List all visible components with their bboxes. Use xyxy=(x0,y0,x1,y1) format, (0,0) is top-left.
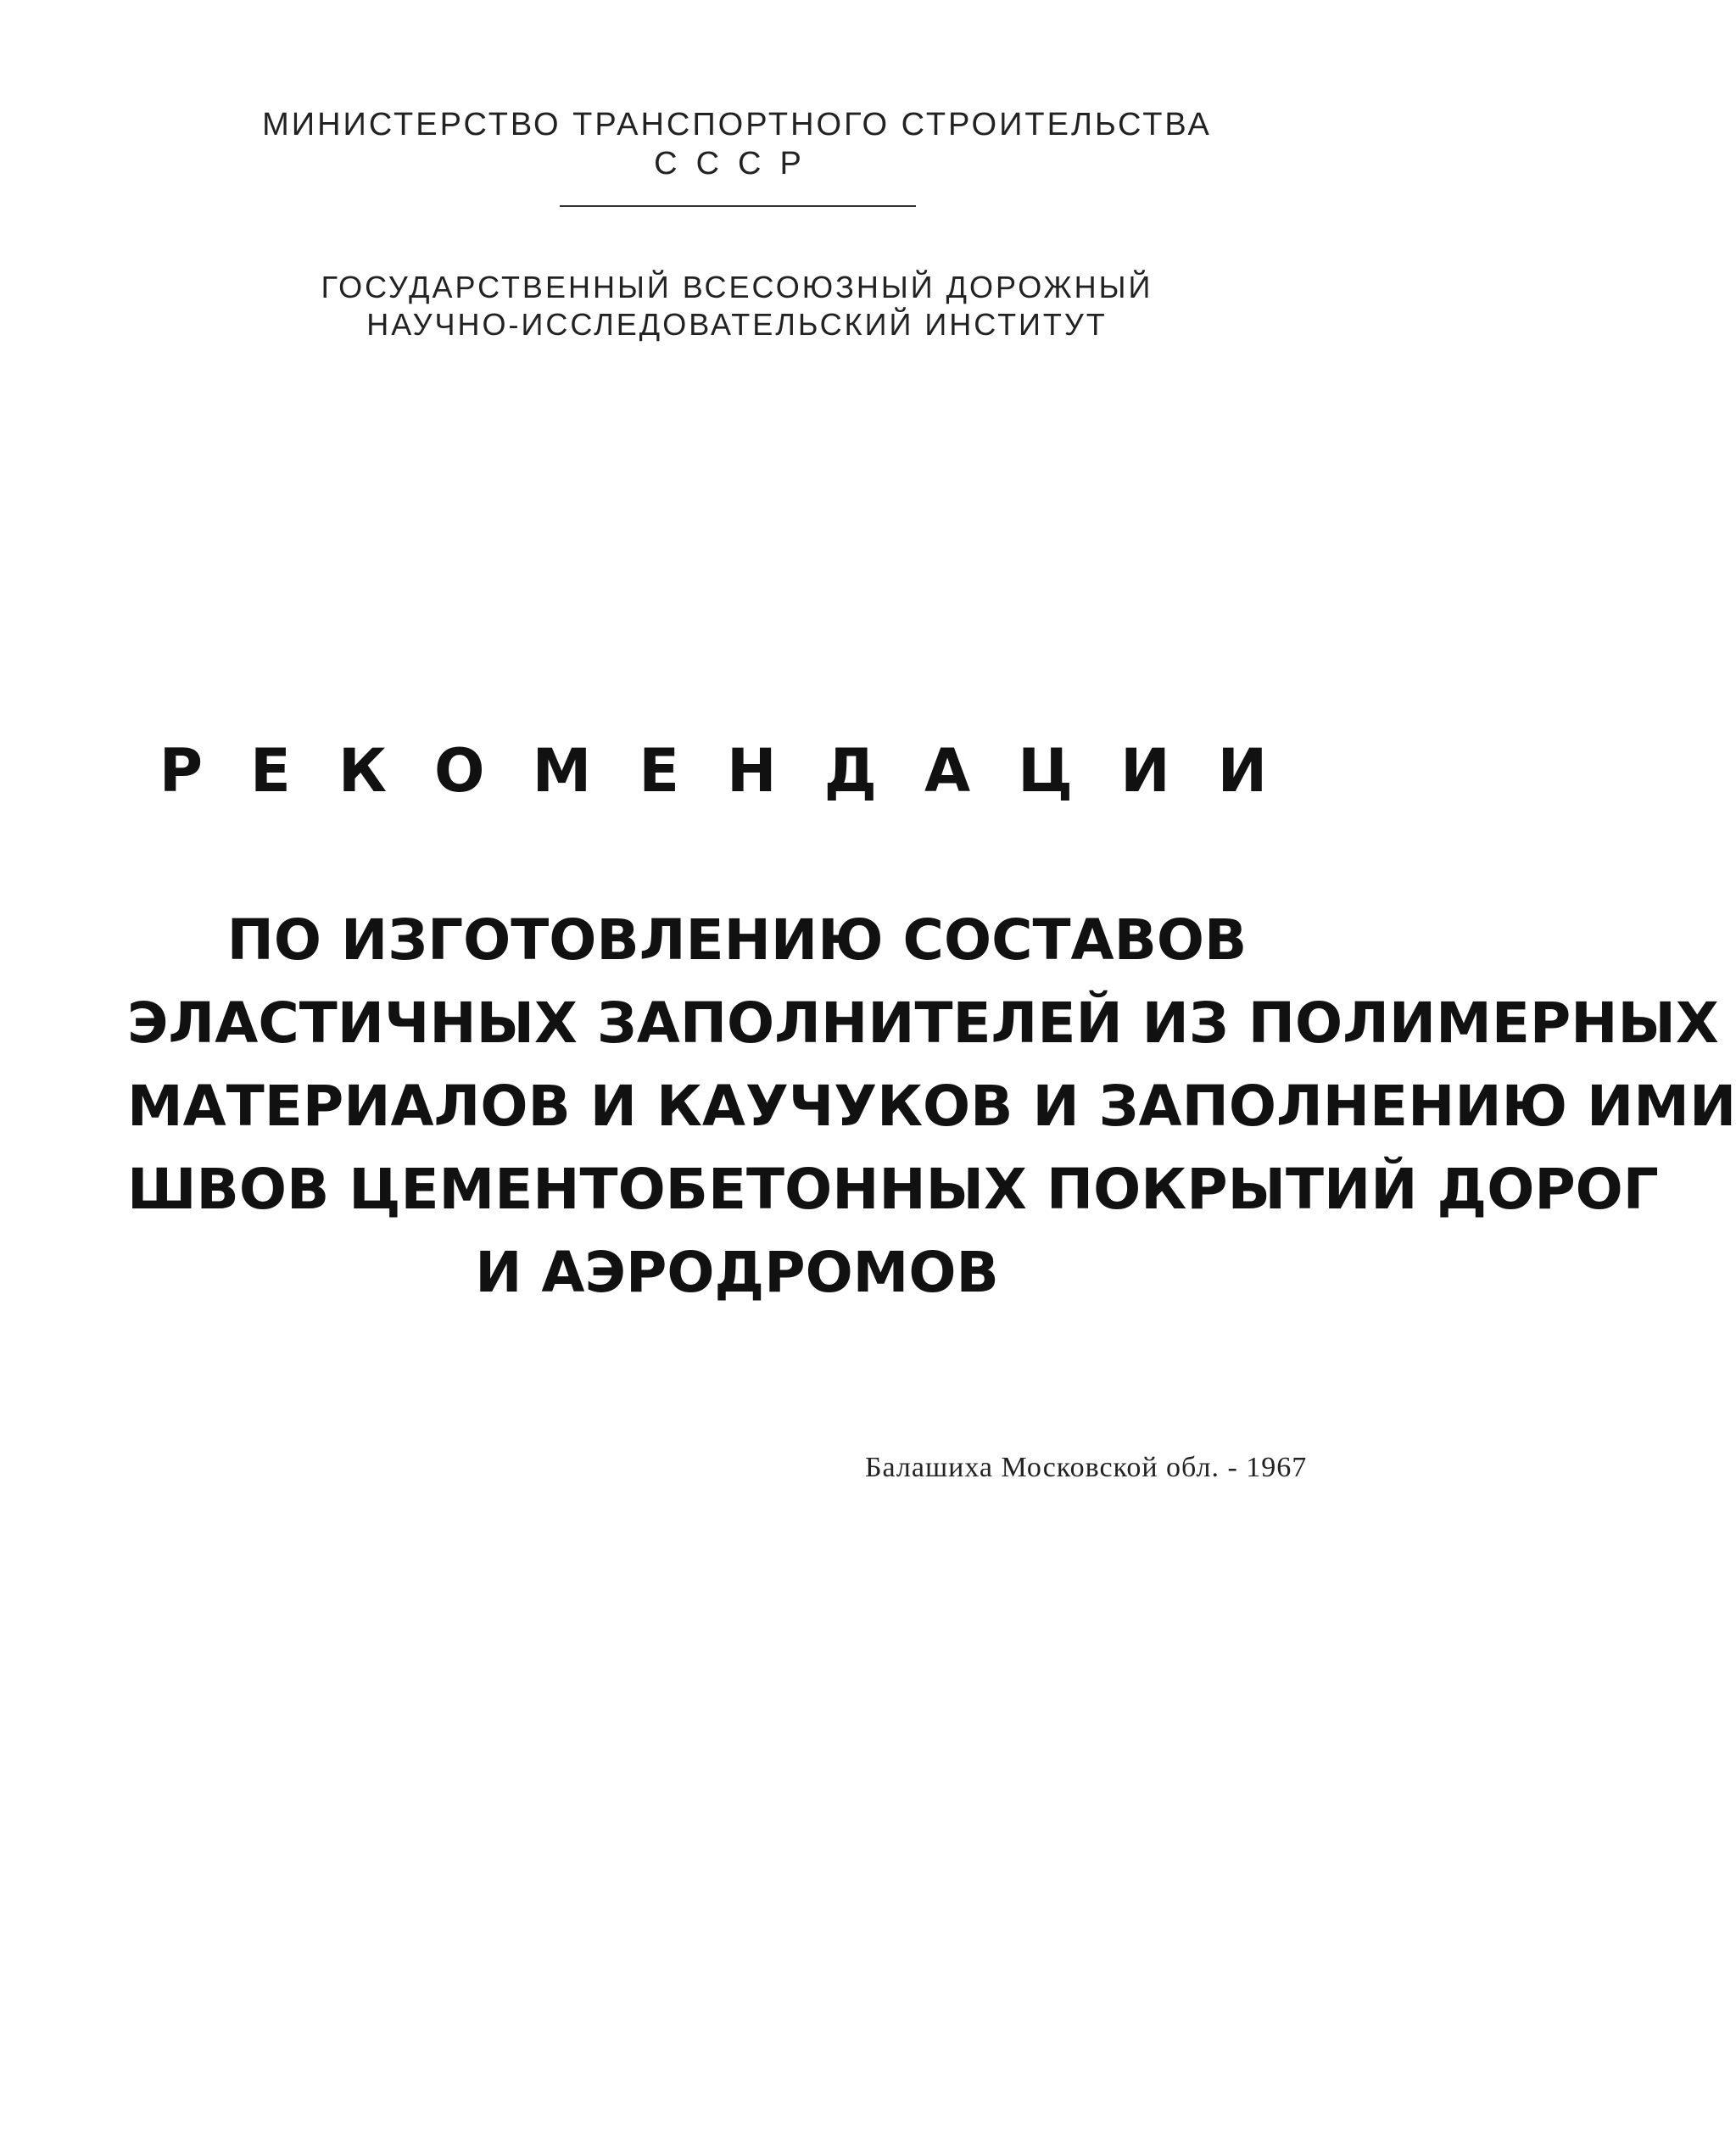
subtitle-line-3: МАТЕРИАЛОВ И КАУЧУКОВ И ЗАПОЛНЕНИЮ ИМИ xyxy=(127,1074,1736,1139)
document-heading: РЕКОМЕНДАЦИИ xyxy=(159,736,1315,806)
subtitle-line-4: ШВОВ ЦЕМЕНТОБЕТОННЫХ ПОКРЫТИЙ ДОРОГ xyxy=(127,1157,1659,1222)
ministry-name: МИНИСТЕРСТВО ТРАНСПОРТНОГО СТРОИТЕЛЬСТВА xyxy=(262,107,1212,142)
institute-name-line-2: НАУЧНО-ИССЛЕДОВАТЕЛЬСКИЙ ИНСТИТУТ xyxy=(366,307,1108,342)
publication-place-year: Балашиха Московской обл. - 1967 xyxy=(865,1452,1308,1483)
subtitle-line-2: ЭЛАСТИЧНЫХ ЗАПОЛНИТЕЛЕЙ ИЗ ПОЛИМЕРНЫХ xyxy=(127,990,1719,1056)
country-name: СССР xyxy=(654,146,820,181)
subtitle-line-5: И АЭРОДРОМОВ xyxy=(475,1240,999,1305)
header-divider xyxy=(560,205,916,207)
document-subtitle xyxy=(127,899,1736,1314)
subtitle-line-1: ПО ИЗГОТОВЛЕНИЮ СОСТАВОВ xyxy=(226,907,1248,973)
institute-name-line-1: ГОСУДАРСТВЕННЫЙ ВСЕСОЮЗНЫЙ ДОРОЖНЫЙ xyxy=(321,270,1153,304)
